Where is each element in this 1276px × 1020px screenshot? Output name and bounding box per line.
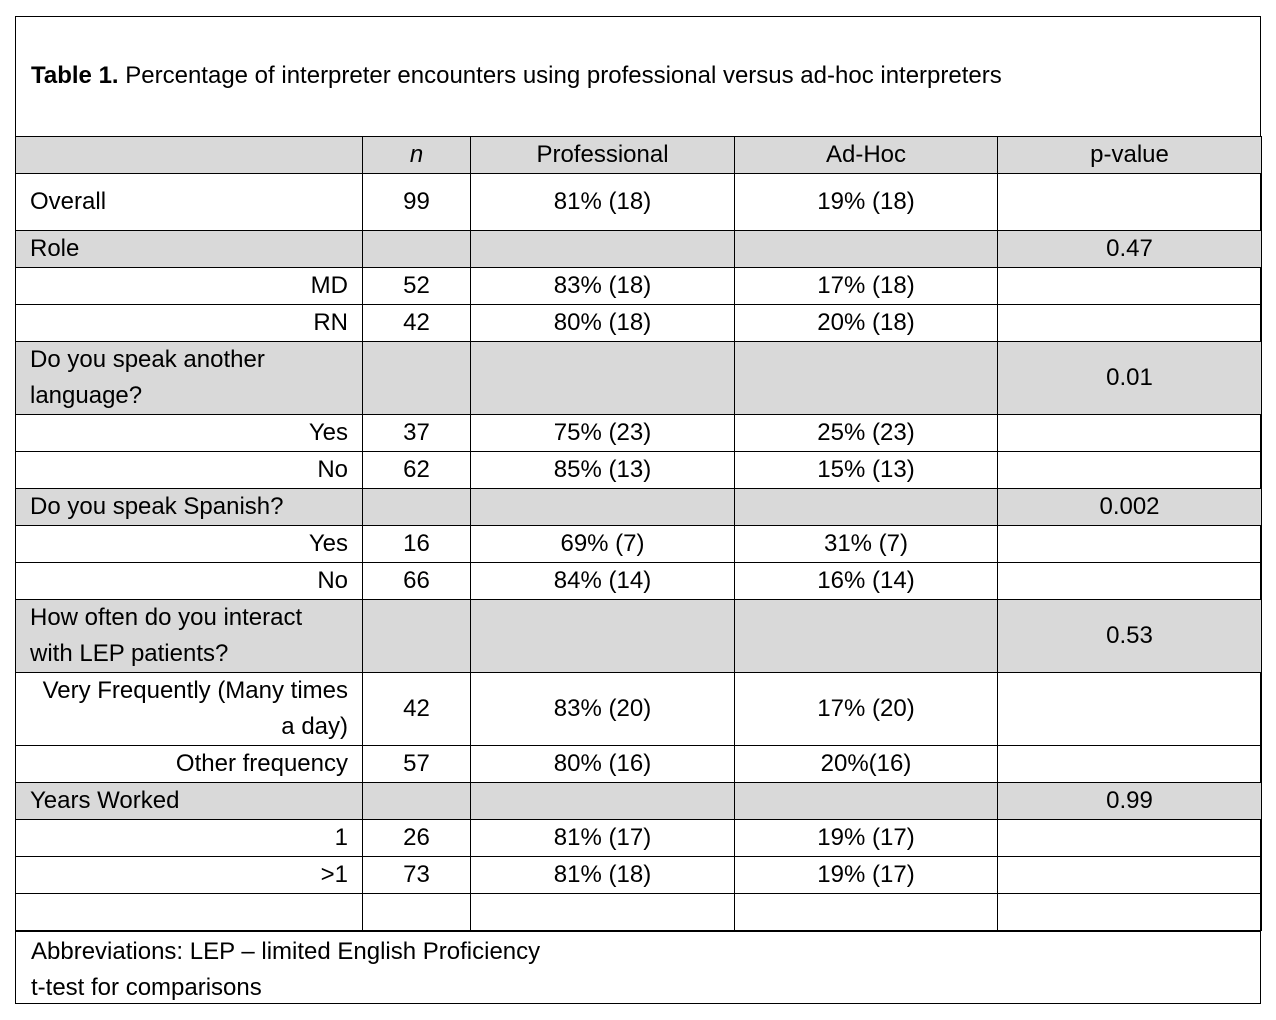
row-label: No — [16, 563, 363, 600]
adhoc-cell — [735, 600, 998, 673]
n-cell: 42 — [363, 305, 471, 342]
n-cell — [363, 342, 471, 415]
row-label: RN — [16, 305, 363, 342]
professional-cell — [471, 894, 735, 931]
p-value-cell — [998, 894, 1262, 931]
caption-label: Table 1. — [31, 62, 119, 89]
row-label: Do you speak another language? — [16, 342, 363, 415]
p-value-cell — [998, 452, 1262, 489]
n-cell: 37 — [363, 415, 471, 452]
adhoc-cell — [735, 342, 998, 415]
abbreviations-note: Abbreviations: LEP – limited English Proficiency — [31, 938, 541, 965]
table-row — [16, 342, 1262, 415]
row-label: 1 — [16, 820, 363, 857]
p-value-cell — [998, 746, 1262, 783]
adhoc-cell: 20% (18) — [735, 305, 998, 342]
table-row — [16, 746, 1262, 783]
table-row — [16, 673, 1262, 746]
professional-cell: 85% (13) — [471, 452, 735, 489]
table-row — [16, 857, 1262, 894]
n-cell — [363, 783, 471, 820]
p-value-cell — [998, 673, 1262, 746]
adhoc-cell: 19% (18) — [735, 174, 998, 231]
header-cell: Professional — [471, 137, 735, 174]
adhoc-cell: 31% (7) — [735, 526, 998, 563]
adhoc-cell: 20%(16) — [735, 746, 998, 783]
p-value-cell — [998, 563, 1262, 600]
header-row — [16, 137, 1262, 174]
table-row — [16, 526, 1262, 563]
row-label: MD — [16, 268, 363, 305]
n-cell: 42 — [363, 673, 471, 746]
professional-cell — [471, 489, 735, 526]
table-row — [16, 783, 1262, 820]
row-label: Very Frequently (Many times a day) — [16, 673, 363, 746]
n-cell — [363, 231, 471, 268]
row-label — [16, 894, 363, 931]
row-label: >1 — [16, 857, 363, 894]
table-row — [16, 231, 1262, 268]
row-label: Overall — [16, 174, 363, 231]
adhoc-cell — [735, 894, 998, 931]
n-cell: 62 — [363, 452, 471, 489]
professional-cell — [471, 783, 735, 820]
n-cell: 16 — [363, 526, 471, 563]
p-value-cell: 0.53 — [998, 600, 1262, 673]
row-label: Yes — [16, 526, 363, 563]
n-cell — [363, 489, 471, 526]
n-cell: 52 — [363, 268, 471, 305]
p-value-cell: 0.47 — [998, 231, 1262, 268]
data-table — [15, 136, 1262, 931]
professional-cell: 81% (18) — [471, 174, 735, 231]
row-label: Role — [16, 231, 363, 268]
header-cell: p-value — [998, 137, 1262, 174]
professional-cell — [471, 342, 735, 415]
adhoc-cell: 19% (17) — [735, 820, 998, 857]
n-cell: 57 — [363, 746, 471, 783]
row-label: Other frequency — [16, 746, 363, 783]
n-cell: 26 — [363, 820, 471, 857]
adhoc-cell: 25% (23) — [735, 415, 998, 452]
n-cell: 99 — [363, 174, 471, 231]
n-cell: 66 — [363, 563, 471, 600]
professional-cell: 81% (18) — [471, 857, 735, 894]
row-label: Do you speak Spanish? — [16, 489, 363, 526]
statistics-note: t-test for comparisons — [31, 974, 262, 1001]
adhoc-cell — [735, 489, 998, 526]
adhoc-cell — [735, 783, 998, 820]
professional-cell — [471, 231, 735, 268]
caption-text: Percentage of interpreter encounters using professional versus ad-hoc interpreters — [118, 62, 1002, 89]
table-row — [16, 489, 1262, 526]
header-cell — [16, 137, 363, 174]
table-row — [16, 894, 1262, 931]
table-row — [16, 452, 1262, 489]
table-row — [16, 415, 1262, 452]
table-row — [16, 600, 1262, 673]
adhoc-cell: 15% (13) — [735, 452, 998, 489]
p-value-cell: 0.01 — [998, 342, 1262, 415]
p-value-cell — [998, 305, 1262, 342]
n-cell — [363, 894, 471, 931]
row-label: No — [16, 452, 363, 489]
header-cell: Ad-Hoc — [735, 137, 998, 174]
professional-cell: 81% (17) — [471, 820, 735, 857]
adhoc-cell: 17% (20) — [735, 673, 998, 746]
p-value-cell: 0.99 — [998, 783, 1262, 820]
professional-cell: 84% (14) — [471, 563, 735, 600]
professional-cell: 80% (16) — [471, 746, 735, 783]
p-value-cell — [998, 268, 1262, 305]
row-label: Yes — [16, 415, 363, 452]
p-value-cell — [998, 820, 1262, 857]
adhoc-cell: 19% (17) — [735, 857, 998, 894]
professional-cell: 83% (18) — [471, 268, 735, 305]
table-row — [16, 305, 1262, 342]
n-cell: 73 — [363, 857, 471, 894]
n-cell — [363, 600, 471, 673]
professional-cell: 69% (7) — [471, 526, 735, 563]
adhoc-cell: 17% (18) — [735, 268, 998, 305]
header-cell: n — [363, 137, 471, 174]
p-value-cell — [998, 526, 1262, 563]
table-row — [16, 563, 1262, 600]
professional-cell: 80% (18) — [471, 305, 735, 342]
p-value-cell: 0.002 — [998, 489, 1262, 526]
table-row — [16, 174, 1262, 231]
table-row — [16, 820, 1262, 857]
professional-cell: 83% (20) — [471, 673, 735, 746]
table-caption — [15, 16, 1261, 136]
adhoc-cell: 16% (14) — [735, 563, 998, 600]
row-label: Years Worked — [16, 783, 363, 820]
professional-cell — [471, 600, 735, 673]
p-value-cell — [998, 174, 1262, 231]
p-value-cell — [998, 415, 1262, 452]
professional-cell: 75% (23) — [471, 415, 735, 452]
table-row — [16, 268, 1262, 305]
table-footnote — [15, 931, 1261, 1004]
row-label: How often do you interact with LEP patients? — [16, 600, 363, 673]
p-value-cell — [998, 857, 1262, 894]
adhoc-cell — [735, 231, 998, 268]
